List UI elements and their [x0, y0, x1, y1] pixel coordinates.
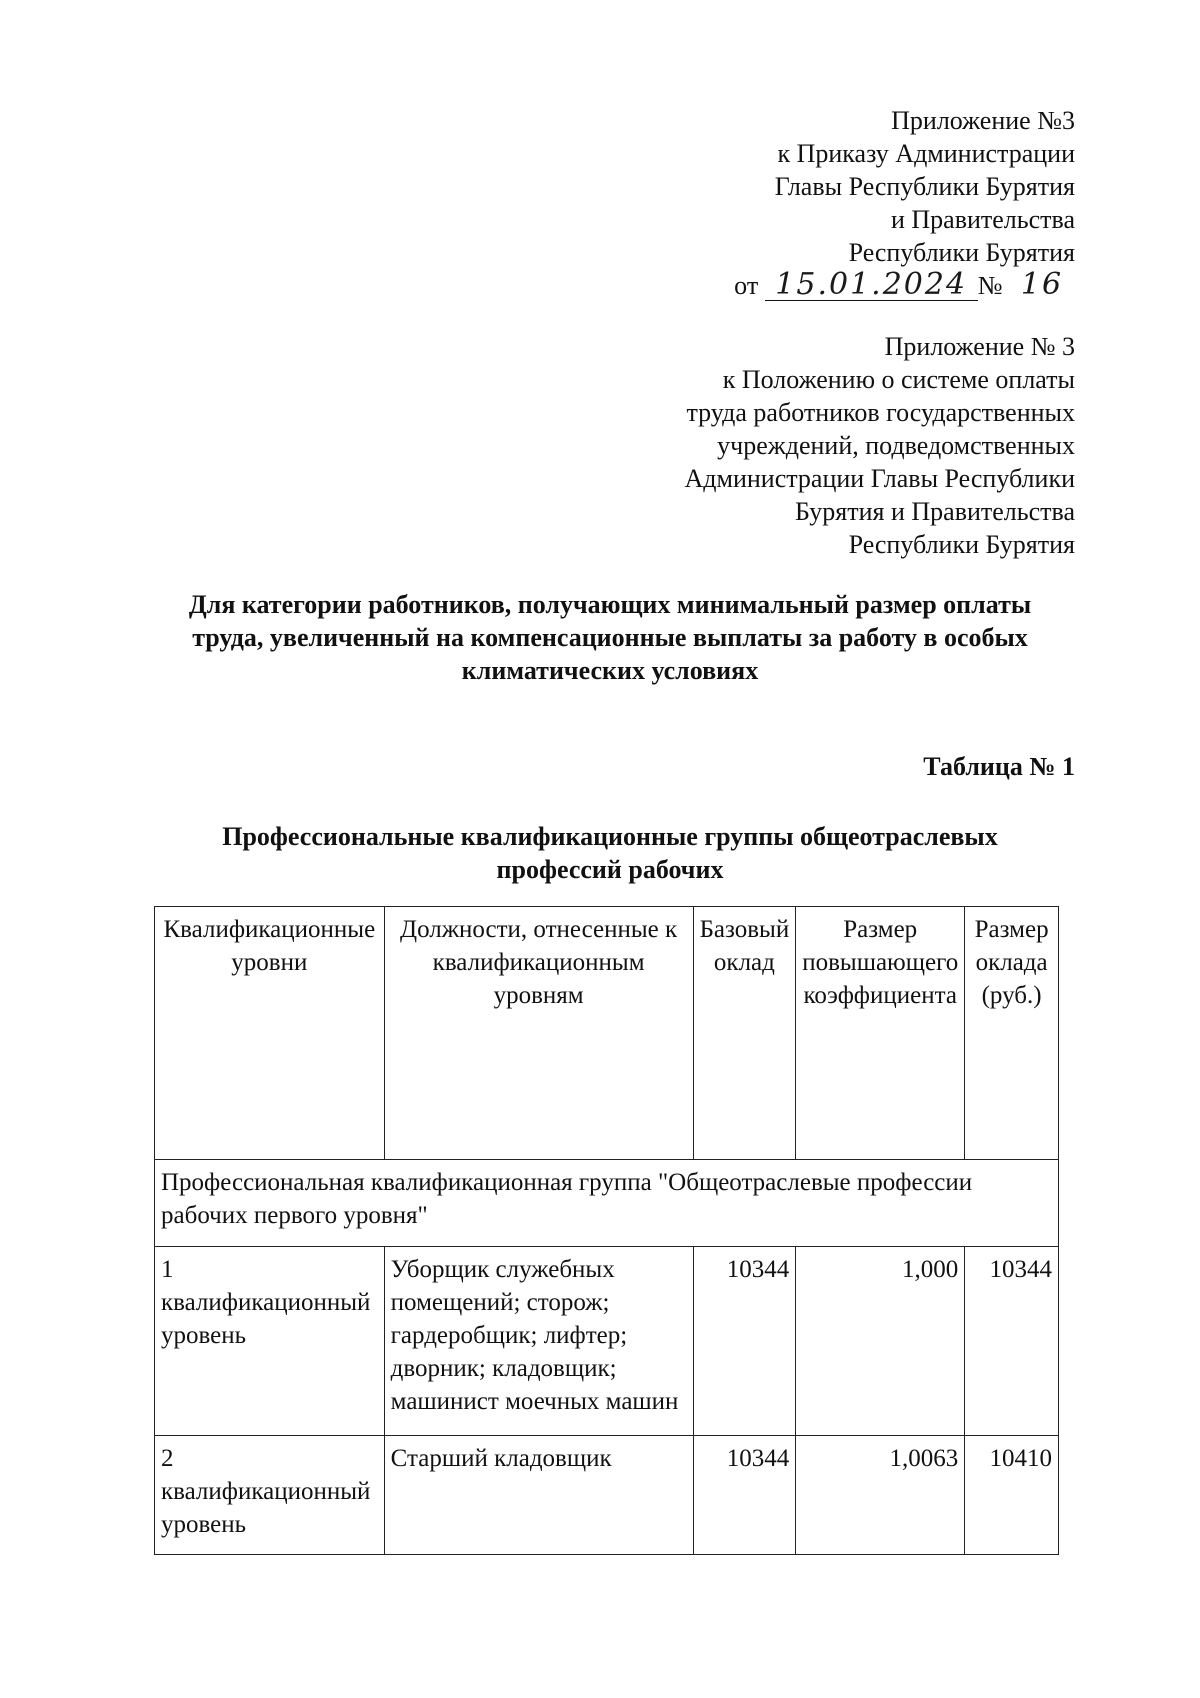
cell-coefficient: 1,0063 — [796, 1436, 965, 1555]
appendix-order-line: Приложение №3 — [891, 106, 1075, 135]
category-heading-line: Для категории работников, получающих минимальный размер оплаты — [188, 590, 1032, 619]
table-number: Таблица № 1 — [923, 752, 1075, 781]
category-heading — [140, 588, 1080, 687]
appendix-regulation-line: к Положению о системе оплаты — [722, 365, 1075, 394]
order-date-line — [734, 269, 1075, 302]
cell-positions: Старший кладовщик — [384, 1436, 693, 1555]
cell-coefficient: 1,000 — [796, 1247, 965, 1436]
number-prefix: № — [977, 271, 1003, 300]
header-coefficient: Размер повышающего коэффициента — [796, 907, 965, 1160]
appendix-regulation-block — [685, 330, 1075, 561]
cell-salary: 10410 — [965, 1436, 1059, 1555]
table-title-line: Профессиональные квалификационные группы общеотраслевых — [222, 822, 998, 851]
appendix-regulation-line: Приложение № 3 — [884, 332, 1075, 361]
header-salary: Размер оклада (руб.) — [965, 907, 1059, 1160]
cell-level: 1 квалификационный уровень — [155, 1247, 385, 1436]
date-prefix: от — [734, 271, 759, 300]
table-title — [140, 820, 1080, 886]
header-base-salary: Базовый оклад — [693, 907, 796, 1160]
table-title-line: профессий рабочих — [496, 855, 724, 884]
category-heading-line: климатических условиях — [461, 656, 759, 685]
table-row — [155, 1436, 1059, 1555]
header-level: Квалификационные уровни — [155, 907, 385, 1160]
salary-table — [154, 906, 1059, 1555]
category-heading-line: труда, увеличенный на компенсационные выплаты за работу в особых — [192, 623, 1028, 652]
table-row — [155, 1247, 1059, 1436]
appendix-regulation-line: Республики Бурятия — [848, 530, 1075, 559]
table-group-row — [155, 1160, 1059, 1247]
appendix-regulation-line: Бурятия и Правительства — [794, 497, 1075, 526]
cell-base-salary: 10344 — [693, 1436, 796, 1555]
order-date-handwritten: 15.01.2024 — [765, 270, 978, 301]
appendix-order-block — [734, 104, 1075, 302]
appendix-order-line: Республики Бурятия — [848, 238, 1075, 267]
cell-salary: 10344 — [965, 1247, 1059, 1436]
group-title: Профессиональная квалификационная группа "Общеотраслевые профессии рабочих первого уровня" — [155, 1160, 1059, 1247]
header-positions: Должности, отнесенные к квалификационным уровням — [384, 907, 693, 1160]
appendix-order-line: Главы Республики Бурятия — [774, 172, 1075, 201]
appendix-regulation-line: труда работников государственных — [686, 398, 1075, 427]
cell-level: 2 квалификационный уровень — [155, 1436, 385, 1555]
cell-positions: Уборщик служебных помещений; сторож; гардеробщик; лифтер; дворник; кладовщик; машинист моечных машин — [384, 1247, 693, 1436]
table-header-row — [155, 907, 1059, 1160]
cell-base-salary: 10344 — [693, 1247, 796, 1436]
appendix-order-line: и Правительства — [890, 205, 1075, 234]
appendix-regulation-line: Администрации Главы Республики — [684, 464, 1075, 493]
appendix-order-line: к Приказу Администрации — [777, 139, 1075, 168]
order-number-handwritten: 16 — [1020, 267, 1064, 302]
appendix-regulation-line: учреждений, подведомственных — [717, 431, 1075, 460]
